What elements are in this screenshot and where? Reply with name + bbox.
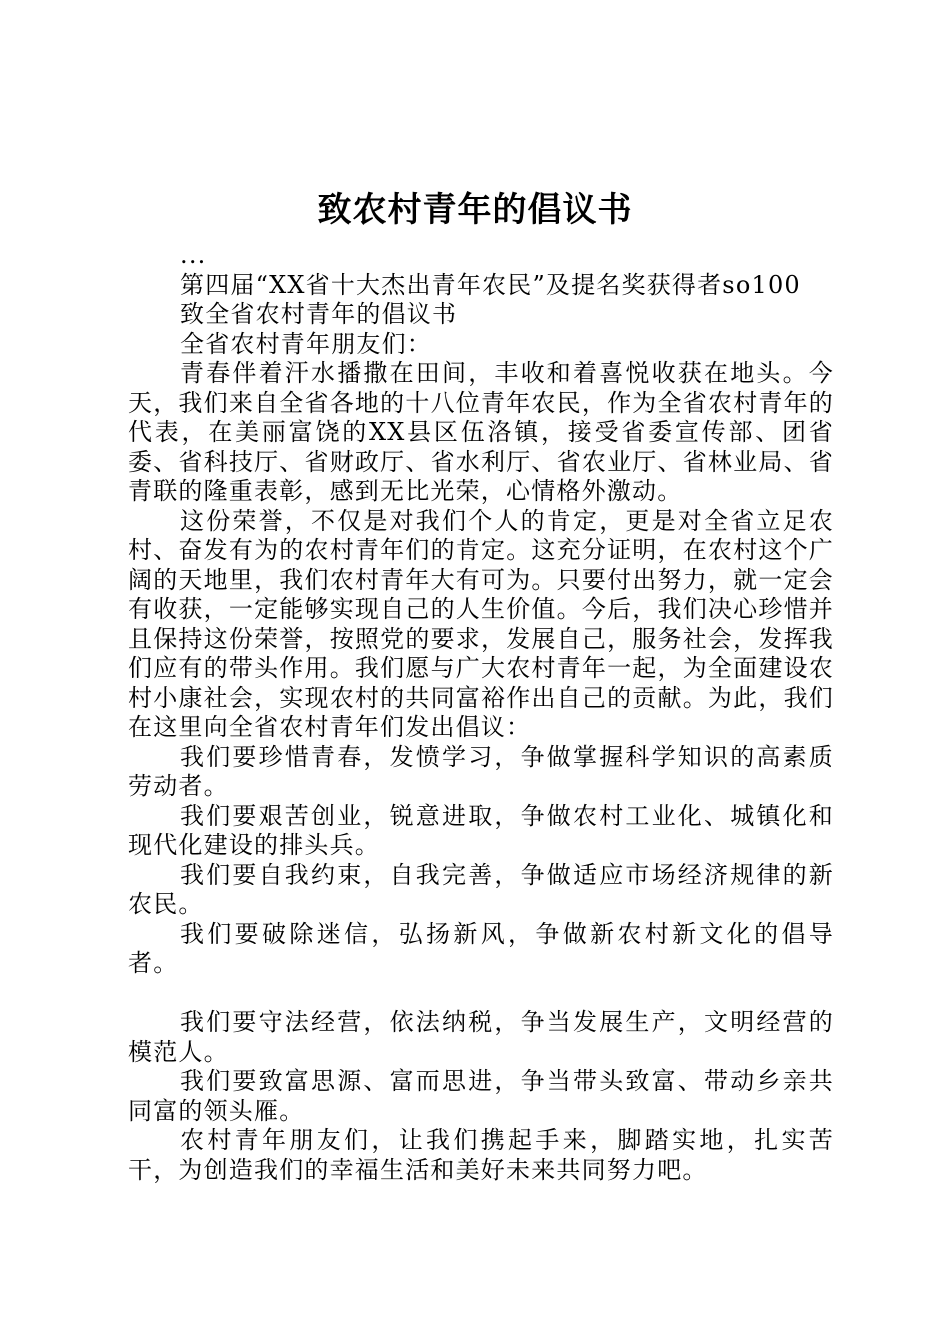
proposal-study: 我们要珍惜青春，发愤学习，争做掌握科学知识的高素质劳动者。 [128, 742, 834, 800]
proposal-self-discipline: 我们要自我约束，自我完善，争做适应市场经济规律的新农民。 [128, 860, 834, 918]
salutation: 全省农村青年朋友们： [180, 329, 432, 358]
document-body [128, 241, 834, 1185]
document-title: 致农村青年的倡议书 [317, 190, 633, 230]
ellipsis-line: ... [180, 241, 207, 269]
header-line-subtitle: 致全省农村青年的倡议书 [180, 300, 458, 328]
paragraph-closing: 农村青年朋友们，让我们携起手来，脚踏实地，扎实苦干，为创造我们的幸福生活和美好未来共同努力吧。 [128, 1126, 834, 1184]
proposal-lawful-business: 我们要守法经营，依法纳税，争当发展生产，文明经营的模范人。 [128, 1008, 834, 1066]
proposal-common-prosperity: 我们要致富思源、富而思进，争当带头致富、带动乡亲共同富的领头雁。 [128, 1067, 834, 1125]
paragraph-honor: 这份荣誉，不仅是对我们个人的肯定，更是对全省立足农村、奋发有为的农村青年们的肯定。这充分证明，在农村这个广阔的天地里，我们农村青年大有可为。只要付出努力，就一定会有收获，一定能够实现自己的人生价值。今后，我们决心珍惜并且保持这份荣誉，按照党的要求，发展自己，服务社会，发挥我们应有的带头作用。我们愿与广大农村青年一起，为全面建设农村小康社会，实现农村的共同富裕作出自己的贡献。为此，我们在这里向全省农村青年们发出倡议： [128, 506, 834, 741]
blank-line [128, 979, 834, 1009]
proposal-entrepreneurship: 我们要艰苦创业，锐意进取，争做农村工业化、城镇化和现代化建设的排头兵。 [128, 801, 834, 859]
paragraph-intro: 青春伴着汗水播撒在田间，丰收和着喜悦收获在地头。今天，我们来自全省各地的十八位青年农民，作为全省农村青年的代表，在美丽富饶的XX县区伍洛镇，接受省委宣传部、团省委、省科技厅、省财政厅、省水利厅、省农业厅、省林业局、省青联的隆重表彰，感到无比光荣，心情格外激动。 [128, 359, 834, 505]
header-line-award: 第四届“XX省十大杰出青年农民”及提名奖获得者so100 [180, 270, 801, 299]
proposal-new-culture: 我们要破除迷信，弘扬新风，争做新农村新文化的倡导者。 [128, 919, 834, 977]
